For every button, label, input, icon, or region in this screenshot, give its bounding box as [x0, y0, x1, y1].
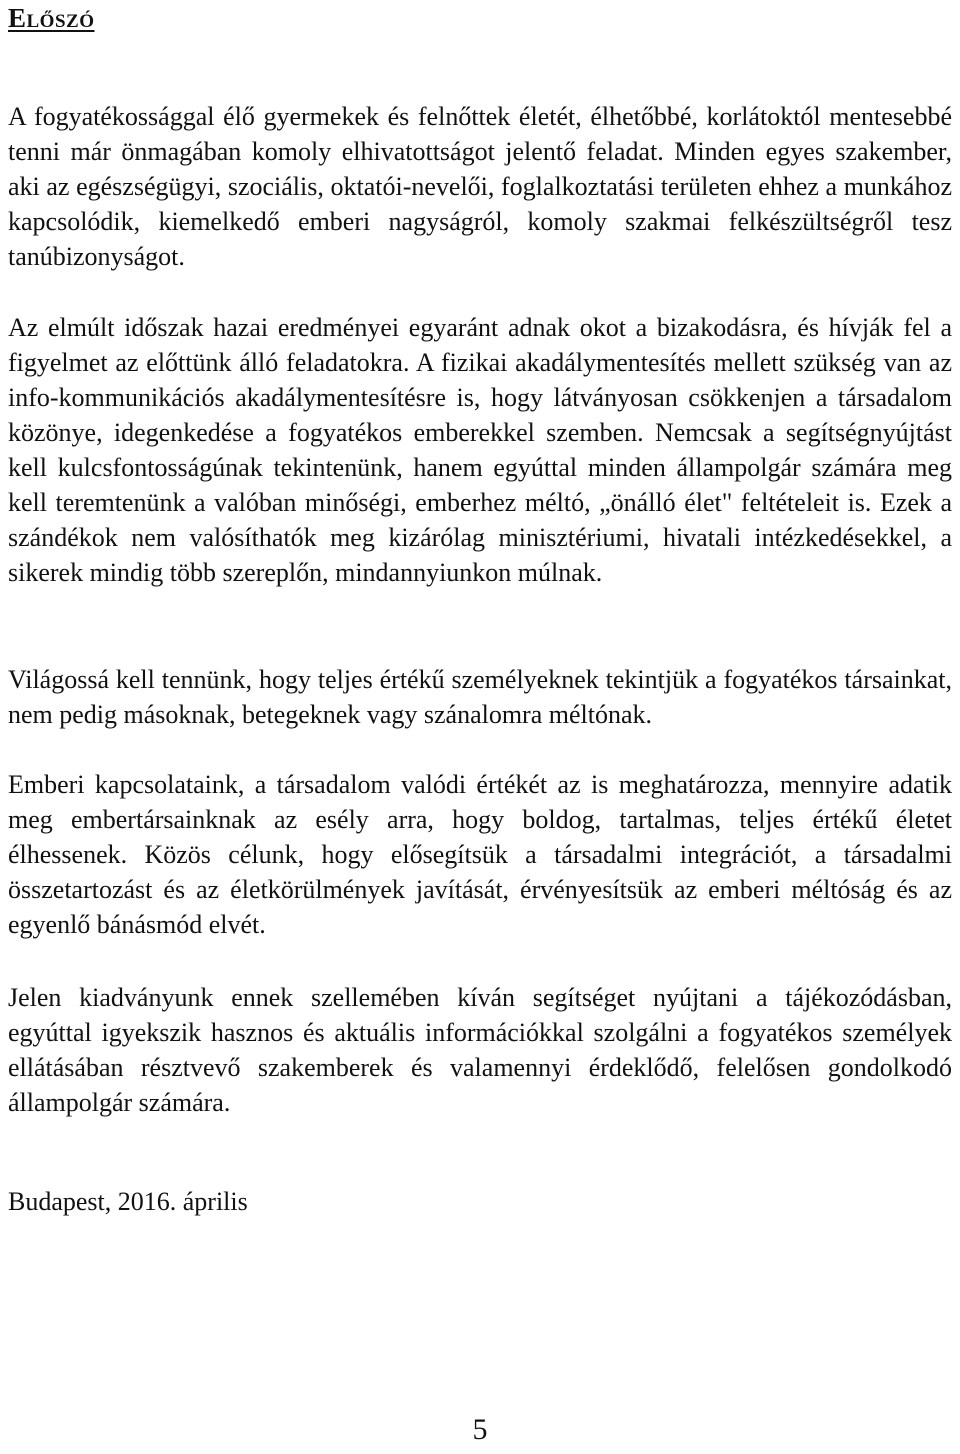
page-number: 5 [472, 1413, 488, 1446]
section-heading: Előszó [8, 3, 95, 33]
paragraph-3: Világossá kell tennünk, hogy teljes értékű személyeknek tekintjük a fogyatékos társainkat, nem pedig másoknak, betegeknek vagy szánalomra méltónak. [8, 665, 952, 729]
paragraph-2: Az elmúlt időszak hazai eredményei egyaránt adnak okot a bizakodásra, és hívják fel a figyelmet az előttünk álló feladatokra. A fizikai akadálymentesítés mellett szükség van az info-kommunikációs akadálymentesítésre is, hogy látványosan csökkenjen a társadalom közönye, idegenkedése a fogyatékos emberekkel szemben. Nemcsak a segítségnyújtást kell kulcsfontosságúnak tekintenünk, hanem egyúttal minden állampolgár számára meg kell teremtenünk a valóban minőségi, emberhez méltó, „önálló élet" feltételeit is. Ezek a szándékok nem valósíthatók meg kizárólag minisztériumi, hivatali intézkedésekkel, a sikerek mindig több szereplőn, mindannyiunkon múlnak. [8, 313, 952, 587]
paragraph-5: Jelen kiadványunk ennek szellemében kíván segítséget nyújtani a tájékozódásban, egyúttal igyekszik hasznos és aktuális információkkal szolgálni a fogyatékos személyek ellátásában résztvevő szakemberek és valamennyi érdeklődő, felelősen gondolkodó állampolgár számára. [8, 983, 952, 1117]
dateline: Budapest, 2016. április [8, 1187, 248, 1216]
paragraph-1: A fogyatékossággal élő gyermekek és felnőttek életét, élhetőbbé, korlátoktól mentesebbé tenni már önmagában komoly elhivatottságot jelentő feladat. Minden egyes szakember, aki az egészségügyi, szociális, oktatói-nevelői, foglalkoztatási területen ehhez a munkához kapcsolódik, kiemelkedő emberi nagyságról, komoly szakmai felkészültségről tesz tanúbizonyságot. [8, 102, 952, 271]
paragraph-4: Emberi kapcsolataink, a társadalom valódi értékét az is meghatározza, mennyire adatik meg embertársainknak az esély arra, hogy boldog, tartalmas, teljes értékű életet élhessenek. Közös célunk, hogy elősegítsük a társadalmi integrációt, a társadalmi összetartozást és az életkörülmények javítását, érvényesítsük az emberi méltóság és az egyenlő bánásmód elvét. [8, 770, 952, 939]
